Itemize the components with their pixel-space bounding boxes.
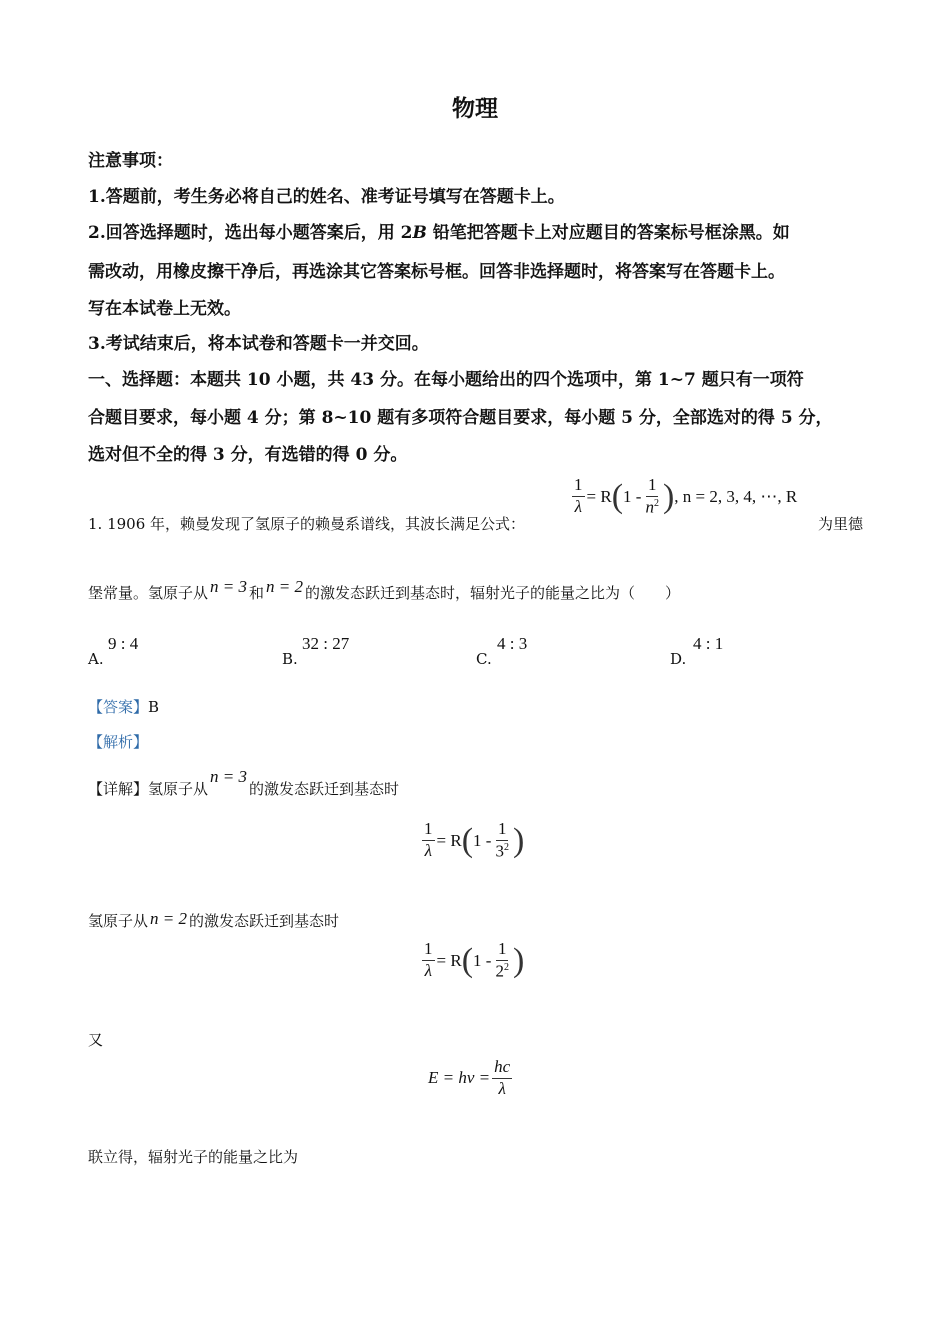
analysis-tag: 【解析】 xyxy=(88,733,149,751)
option-c-label: C. xyxy=(476,650,492,668)
rydberg-formula: $\frac{1}{\lambda}$ = R ( 1 - $\frac{1}{n^2}$ ) , n = 2, 3, 4, ⋯, R xyxy=(574,475,798,517)
option-c-value: 4 : 3 xyxy=(497,634,528,653)
option-d-label: D. xyxy=(670,650,687,668)
notice-item-1: 1.答题前，考生务必将自己的姓名、准考证号填写在答题卡上。 xyxy=(88,187,565,207)
notice-item-3: 3.考试结束后，将本试卷和答题卡一并交回。 xyxy=(88,334,429,354)
option-b-value: 32 : 27 xyxy=(302,634,350,653)
n2-line: 氢原子从 n = 2 的激发态跃迁到基态时 xyxy=(88,909,340,930)
energy-equation: E = hν = $\frac{hc}{\lambda}$ xyxy=(428,1057,511,1098)
option-a-label: A. xyxy=(88,650,104,668)
also-text: 又 xyxy=(88,1031,104,1049)
section-line-3: 选对但不全的得 3 分，有选错的得 0 分。 xyxy=(88,445,408,465)
answer-line xyxy=(88,696,159,717)
option-b-label: B. xyxy=(282,650,298,668)
question-1-stem-line-2: 堡常量。氢原子从 n = 3 和 n = 2 的激发态跃迁到基态时，辐射光子的能量之比为（ ） xyxy=(88,577,681,602)
fraction-one-over-n-squared: $\frac{1}{n^2}$ xyxy=(645,475,659,517)
option-d-value: 4 : 1 xyxy=(693,634,724,653)
notice-item-2-line-3: 写在本试卷上无效。 xyxy=(88,299,241,319)
equation-n2: $\frac{1}{\lambda}$ = R ( 1 - $\frac{1}{2^2}$ ) xyxy=(424,939,525,981)
notice-item-2-line-2: 需改动，用橡皮擦干净后，再选涂其它答案标号框。回答非选择题时，将答案写在答题卡上。 xyxy=(88,262,785,282)
question-1-stem: 1. 1906 年，赖曼发现了氢原子的赖曼系谱线，其波长满足公式： xyxy=(88,515,526,533)
detail-tag: 【详解】 xyxy=(88,780,149,798)
section-line-2: 合题目要求，每小题 4 分；第 8~10 题有多项符合题目要求，每小题 5 分，全部选对的得 5 分， xyxy=(88,408,833,428)
notice-item-2: 2.回答选择题时，选出每小题答案后，用 2B 铅笔把答题卡上对应题目的答案标号框涂黑。如 xyxy=(88,223,790,243)
fraction-one-over-lambda: $\frac{1}{\lambda}$ xyxy=(574,475,583,517)
option-a-value: 9 : 4 xyxy=(108,634,139,653)
question-1-stem-tail: 为里德 xyxy=(818,515,864,533)
equation-n3: $\frac{1}{\lambda}$ = R ( 1 - $\frac{1}{3^2}$ ) xyxy=(424,819,525,861)
conclusion-text: 联立得，辐射光子的能量之比为 xyxy=(88,1148,299,1166)
section-line-1: 一、选择题：本题共 10 小题，共 43 分。在每小题给出的四个选项中，第 1~7 题只有一项符 xyxy=(88,370,804,390)
answer-value: B xyxy=(148,698,160,716)
page-title: 物理 xyxy=(452,95,498,122)
answer-tag: 【答案】 xyxy=(88,698,149,716)
notice-heading: 注意事项： xyxy=(88,151,173,171)
detail-line: 【详解】氢原子从n = 3的激发态跃迁到基态时 xyxy=(88,767,400,798)
